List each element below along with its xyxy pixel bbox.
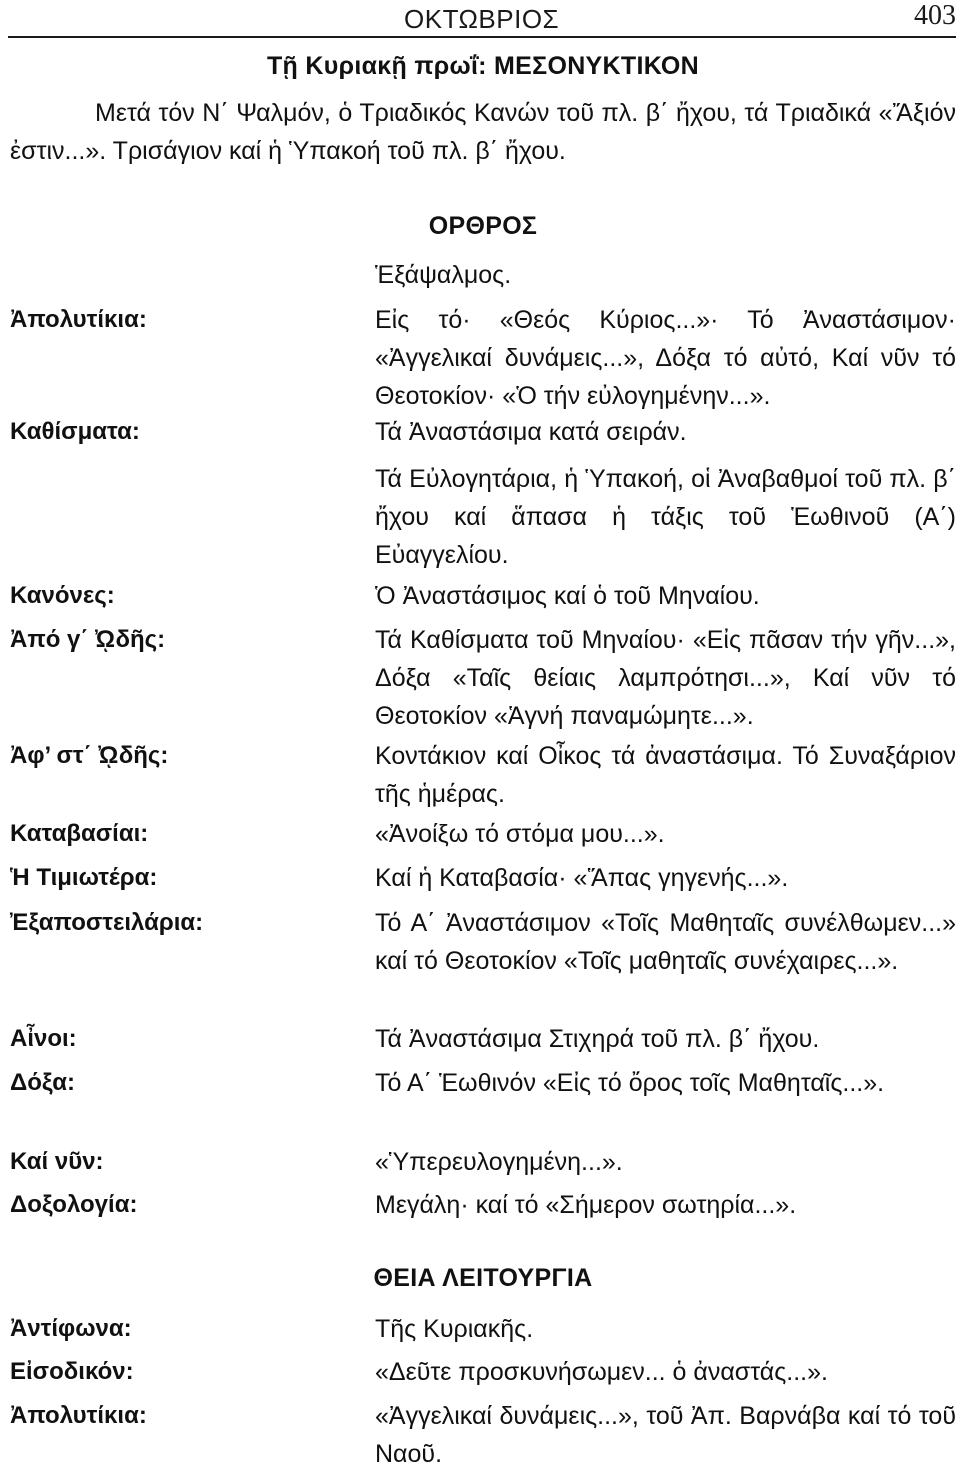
row-value: Τά Καθίσματα τοῦ Μηναίου· «Εἰς πᾶσαν τήν γῆν...», Δόξα «Ταῖς θείαις λαμπρότησι...», Καί νῦν τό Θεοτοκίον «Ἁγνή παναμώμητε...». xyxy=(375,626,956,730)
row-label: Ἀντίφωνα: xyxy=(10,1315,132,1342)
row-value: Τά Ἀναστάσιμα κατά σειράν. xyxy=(375,418,687,446)
page xyxy=(10,0,956,1468)
row-label: Ἀπολυτίκια: xyxy=(10,1402,147,1429)
row-label: Ἀπολυτίκια: xyxy=(10,306,147,333)
mesonyktikon-title: Τῇ Κυριακῇ πρωΐ: ΜΕΣΟΝΥΚΤΙΚΟΝ xyxy=(266,52,700,80)
row-label: Ἡ Τιμιωτέρα: xyxy=(10,864,158,891)
row-value: «Δεῦτε προσκυνήσωμεν... ὁ ἀναστάς...». xyxy=(375,1358,828,1386)
leitourgia-title: ΘΕΙΑ ΛΕΙΤΟΥΡΓΙΑ xyxy=(373,1264,593,1292)
row-value: Τά Εὐλογητάρια, ἡ Ὑπακοή, οἱ Ἀναβαθμοί τοῦ πλ. β΄ ἤχου καί ἅπασα ἡ τάξις τοῦ Ἑωθινοῦ (Α΄) Εὐαγγελίου. xyxy=(375,465,956,569)
header-rule xyxy=(8,36,956,38)
row-label: Καί νῦν: xyxy=(10,1148,104,1175)
row-value: Τό Α΄ Ἀναστάσιμον «Τοῖς Μαθηταῖς συνέλθωμεν...» καί τό Θεοτοκίον «Τοῖς μαθηταῖς συνέχαιρες...». xyxy=(375,909,956,975)
row-label: Ἀφ’ στ΄ ᾨδῆς: xyxy=(10,742,169,769)
orthros-title: ΟΡΘΡΟΣ xyxy=(428,212,538,240)
mesonyktikon-text: Μετά τόν Ν΄ Ψαλμόν, ὁ Τριαδικός Κανών τοῦ πλ. β΄ ἤχου, τά Τριαδικά «Ἄξιόν ἐστιν...». Τρισάγιον καί ἡ Ὑπακοή τοῦ πλ. β΄ ἤχου. xyxy=(10,99,956,165)
running-head-month: ΟΚΤΩΒΡΙΟΣ xyxy=(404,4,560,34)
row-value: «Ἀγγελικαί δυνάμεις...», τοῦ Ἀπ. Βαρνάβα καί τό τοῦ Ναοῦ. xyxy=(375,1402,956,1468)
row-value: Μεγάλη· καί τό «Σήμερον σωτηρία...». xyxy=(375,1191,797,1219)
row-value: Τό Α΄ Ἑωθινόν «Εἰς τό ὄρος τοῖς Μαθηταῖς...». xyxy=(375,1069,885,1097)
row-value: Κοντάκιον καί Οἶκος τά ἀναστάσιμα. Τό Συναξάριον τῆς ἡμέρας. xyxy=(375,742,956,808)
row-value: Ἑξάψαλμος. xyxy=(375,261,512,289)
page-header xyxy=(10,0,956,36)
row-value: «Ἀνοίξω τό στόμα μου...». xyxy=(375,820,665,848)
row-value: Τά Ἀναστάσιμα Στιχηρά τοῦ πλ. β΄ ἤχου. xyxy=(375,1025,820,1053)
row-label: Καθίσματα: xyxy=(10,418,140,445)
row-value: Ὁ Ἀναστάσιμος καί ὁ τοῦ Μηναίου. xyxy=(375,582,760,610)
row-label: Κανόνες: xyxy=(10,582,115,609)
row-label: Καταβασίαι: xyxy=(10,820,149,847)
row-label: Ἐξαποστειλάρια: xyxy=(10,909,204,936)
row-label: Εἰσοδικόν: xyxy=(10,1358,134,1385)
row-label: Δόξα: xyxy=(10,1069,76,1096)
row-label: Δοξολογία: xyxy=(10,1191,138,1218)
row-value: Καί ἡ Καταβασία· «Ἅπας γηγενής...». xyxy=(375,864,789,892)
page-number: 403 xyxy=(914,0,956,31)
row-label: Αἶνοι: xyxy=(10,1025,77,1052)
row-value: Εἰς τό· «Θεός Κύριος...»· Τό Ἀναστάσιμον· «Ἀγγελικαί δυνάμεις...», Δόξα τό αὐτό, Καί νῦν τό Θεοτοκίον· «Ὁ τήν εὐλογημένην...». xyxy=(375,306,956,410)
row-label: Ἀπό γ΄ ᾨδῆς: xyxy=(10,626,166,653)
row-value: Τῆς Κυριακῆς. xyxy=(375,1315,534,1343)
row-value: «Ὑπερευλογημένη...». xyxy=(375,1148,623,1176)
